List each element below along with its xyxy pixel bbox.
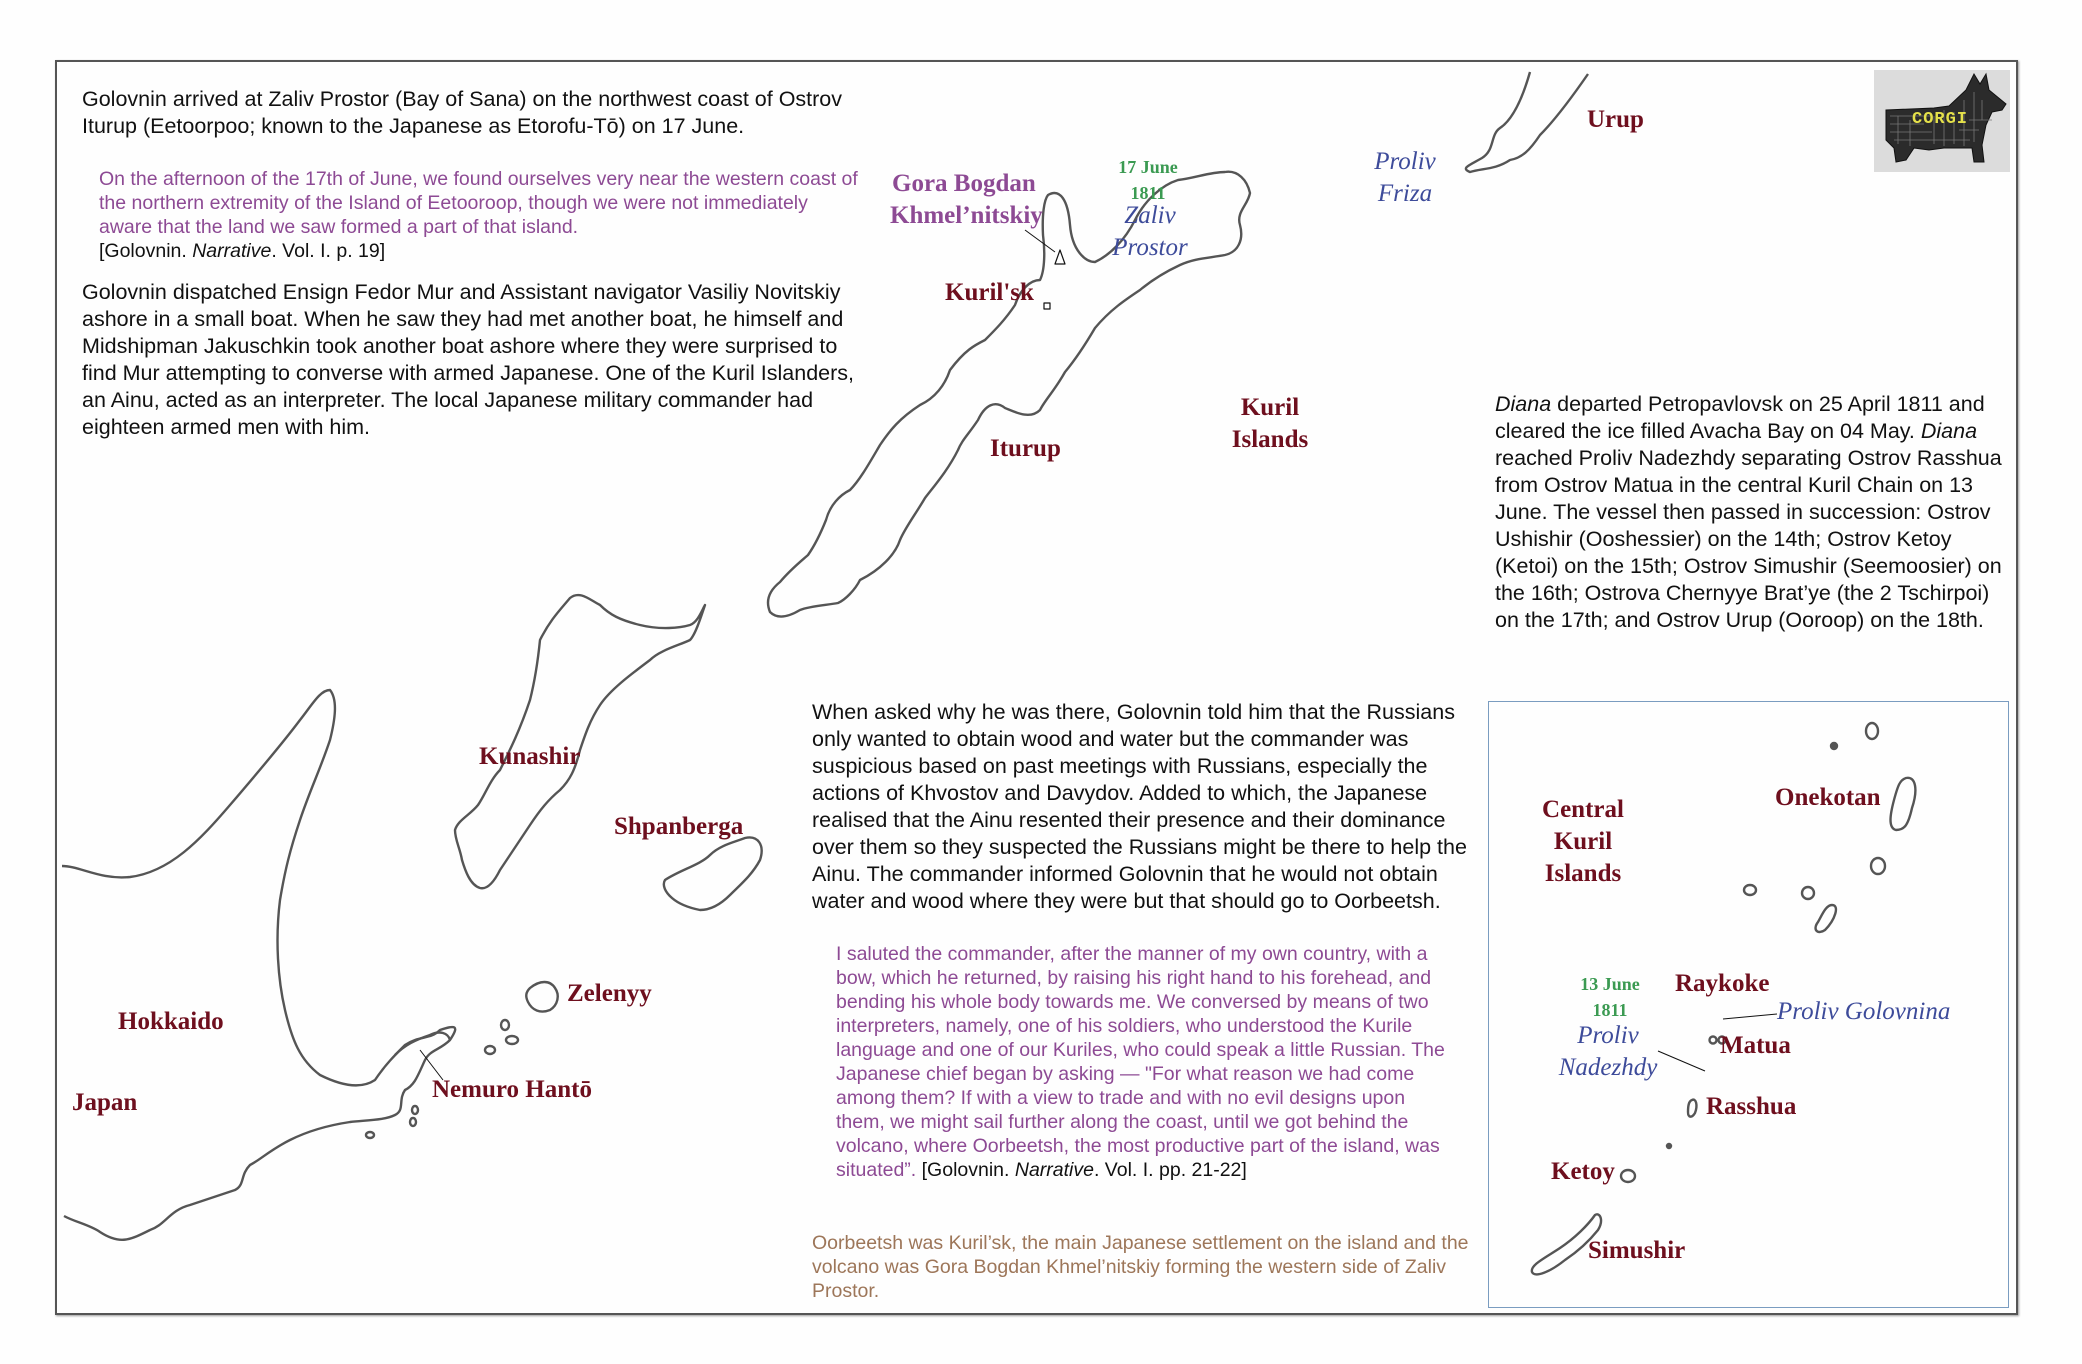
asked-quote-text: I saluted the commander, after the manner of my own country, with a bow, which he returned, by raising his right hand to his forehead, and bending his whole body towards me. We conversed by means of two interpreters, namely, one of his soldiers, who understood the Kurile language and one of our Kuriles, who could speak a little Russian. The Japanese chief began by asking — "For what reason we had come among them? If with a view to trade and with no evil designs upon them, we might sail further along the coast, until we got behind the volcano, where Oorbeetsh, the most productive part of the island, was situated”.	[836, 943, 1445, 1181]
cite-suffix: . Vol. I. pp. 21-22]	[1093, 1159, 1247, 1181]
cite-suffix: . Vol. I. p. 19]	[271, 240, 386, 262]
cite-title: Narrative	[1014, 1159, 1094, 1181]
diana-text	[1495, 391, 2015, 634]
volcano-icon	[1055, 250, 1065, 264]
settlement-icon	[1044, 303, 1050, 309]
label-line: Gora Bogdan	[892, 170, 1036, 197]
label-date-13-june	[1570, 971, 1650, 1023]
diana-part-2: reached Proliv Nadezhdy separating Ostrov Rasshua from Ostrov Matua in the central Kuril Chain on 13 June. The vessel then passed in succession: Ostrov Ushishir (Ooshessier) on the 14th; Ostrov Ketoy (Ketoi) on the 15th; Ostrov Simushir (Seemoosier) on the 16th; Ostrova Chernyye Brat’ye (the 2 Tschirpoi) on the 17th; and Ostrov Urup (Ooroop) on the 18th.	[1495, 446, 2002, 632]
label-line: 13 June	[1580, 974, 1640, 994]
label-nemuro-hanto: Nemuro Hantō	[432, 1076, 592, 1103]
asked-citation	[916, 1159, 1247, 1181]
islet	[1866, 723, 1878, 739]
zelenyy-island	[526, 982, 557, 1012]
label-line: Proliv	[1577, 1022, 1639, 1049]
cite-title: Narrative	[192, 240, 272, 262]
label-proliv-friza	[1365, 146, 1445, 210]
label-line: 1811	[1592, 1000, 1628, 1020]
cite-prefix: [Golovnin.	[99, 240, 193, 262]
label-kurilsk: Kuril'sk	[945, 279, 1034, 306]
corgi-logo	[1874, 70, 2010, 172]
cite-prefix: [Golovnin.	[916, 1159, 1015, 1181]
label-line: Islands	[1544, 860, 1622, 887]
label-line: Kuril	[1240, 394, 1300, 421]
logo-text: CORGI	[1912, 110, 1969, 129]
label-central-kuril-islands	[1535, 794, 1631, 890]
label-hokkaido: Hokkaido	[118, 1008, 224, 1035]
label-iturup: Iturup	[990, 435, 1061, 462]
label-date-17-june	[1112, 154, 1184, 206]
islet	[501, 1020, 509, 1030]
diana-part-1: departed Petropavlovsk on 25 April 1811 and cleared the ice filled Avacha Bay on 04 May.	[1495, 392, 1985, 443]
hokkaido-coast	[62, 690, 455, 1240]
label-urup: Urup	[1587, 106, 1644, 133]
islet	[1802, 887, 1814, 899]
ship-name: Diana	[1920, 419, 1978, 443]
label-line: Khmel’nitskiy	[890, 202, 1043, 229]
rasshua-island	[1688, 1100, 1696, 1117]
label-kuril-islands	[1228, 392, 1312, 456]
label-line: Central	[1542, 796, 1624, 823]
ship-name: Diana	[1495, 392, 1552, 416]
islet	[410, 1118, 416, 1126]
label-line: Prostor	[1112, 234, 1188, 261]
label-simushir: Simushir	[1588, 1237, 1686, 1264]
asked-quote	[836, 942, 1456, 1182]
label-onekotan: Onekotan	[1775, 784, 1881, 811]
label-line: Zaliv	[1124, 202, 1176, 229]
label-line: Kuril	[1553, 828, 1613, 855]
islet	[1710, 1037, 1717, 1044]
islet	[1871, 858, 1885, 874]
label-kunashir: Kunashir	[479, 743, 581, 770]
ketoy-island	[1621, 1170, 1635, 1182]
islet-long	[1816, 905, 1836, 932]
dispatch-text	[82, 279, 862, 441]
note-text: Oorbeetsh was Kuril’sk, the main Japanese settlement on the island and the volcano was Gora Bogdan Khmel’nitskiy forming the western side of Zaliv Prostor.	[812, 1232, 1469, 1302]
label-shpanberga: Shpanberga	[614, 813, 744, 840]
arrival-quote	[99, 167, 859, 263]
onekotan-island	[1891, 778, 1916, 830]
label-gora-bogdan	[890, 168, 1043, 232]
label-line: Nadezhdy	[1558, 1054, 1658, 1081]
label-line: 1811	[1130, 183, 1166, 203]
islet	[1667, 1144, 1671, 1148]
golovnina-pointer	[1723, 1014, 1777, 1019]
label-japan: Japan	[72, 1089, 138, 1116]
islet	[1831, 743, 1837, 749]
label-line: 17 June	[1118, 157, 1178, 177]
arrival-quote-text: On the afternoon of the 17th of June, we found ourselves very near the western coast of the northern extremity of the Island of Eetooroop, though we were not immediately aware that the land we saw formed a part of that island.	[99, 168, 858, 238]
islet	[1744, 885, 1756, 895]
arrival-text: Golovnin arrived at Zaliv Prostor (Bay of Sana) on the northwest coast of Ostrov Iturup (Eetoorpoo; known to the Japanese as Etorofu-Tō) on 17 June.	[82, 87, 843, 138]
urup-island	[1466, 72, 1588, 172]
label-proliv-golovnina: Proliv Golovnina	[1777, 998, 1951, 1025]
islet	[506, 1036, 518, 1044]
asked-text: When asked why he was there, Golovnin told him that the Russians only wanted to obtain wood and water but the commander was suspicious based on past meetings with Russians, especially the actions of Khvostov and Davydov. Added to which, the Japanese realised that the Ainu resented their presence and their dominance over them so they suspected the Russians might be there to help the Ainu. The commander informed Golovnin that he would not obtain water and wood where they were but that should go to Oorbeetsh.	[812, 700, 1467, 913]
arrival-citation	[99, 240, 385, 262]
shpanberga-island	[664, 837, 762, 910]
label-rasshua: Rasshua	[1706, 1093, 1797, 1120]
label-proliv-nadezhdy	[1548, 1020, 1668, 1084]
label-raykoke: Raykoke	[1675, 970, 1770, 997]
nemuro-peninsula	[395, 1033, 450, 1055]
label-zaliv-prostor	[1100, 200, 1200, 264]
label-line: Islands	[1231, 426, 1309, 453]
islet	[366, 1132, 374, 1138]
islet	[412, 1106, 418, 1114]
label-line: Proliv	[1374, 148, 1436, 175]
label-matua: Matua	[1720, 1032, 1791, 1059]
gora-pointer	[1025, 230, 1055, 252]
islet	[485, 1046, 495, 1054]
label-ketoy: Ketoy	[1551, 1158, 1615, 1185]
dispatch-body: Golovnin dispatched Ensign Fedor Mur and Assistant navigator Vasiliy Novitskiy ashore in a small boat. When he saw they had met another boat, he himself and Midshipman Jakuschkin took another boat ashore where they were surprised to find Mur attempting to converse with armed Japanese. One of the Kuril Islanders, an Ainu, acted as an interpreter. The local Japanese military commander had eighteen armed men with him.	[82, 280, 855, 439]
label-line: Friza	[1377, 180, 1433, 207]
label-zelenyy: Zelenyy	[567, 980, 652, 1007]
